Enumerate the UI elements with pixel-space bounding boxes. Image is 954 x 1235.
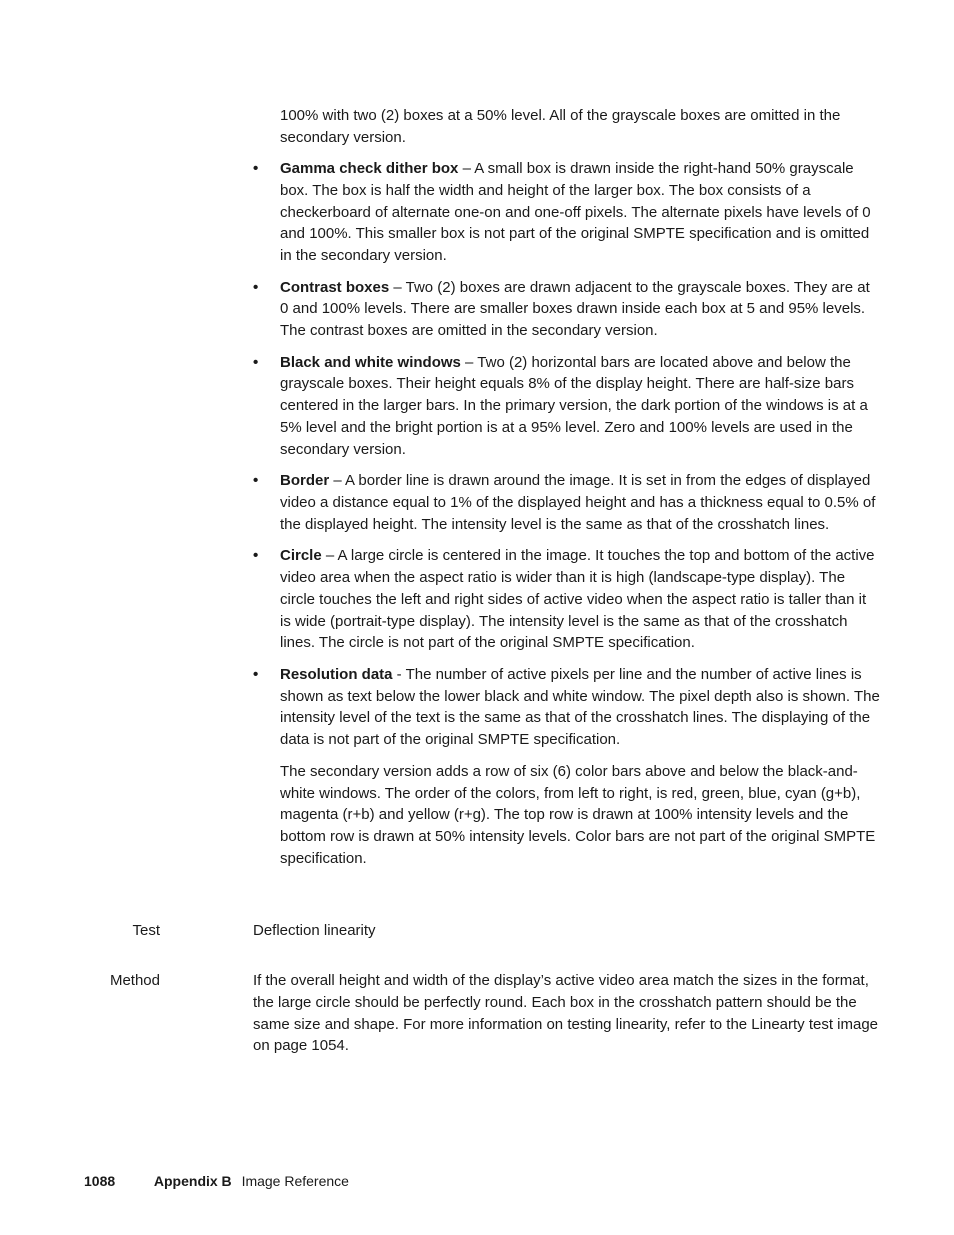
bullet-item-black-and-white-windows xyxy=(253,352,880,461)
secondary-version-paragraph: The secondary version adds a row of six (6) color bars above and below the black-and-white windows. The order of the colors, from left to right, is red, green, blue, cyan (g+b), magenta (r+b) and yellow (r+g). The top row is drawn at 100% intensity levels and the bottom row is drawn at 50% intensity levels. Color bars are not part of the original SMPTE specification. xyxy=(280,762,876,868)
bullet-text: – A border line is drawn around the image. It is set in from the edges of displayed video a distance equal to 1% of the displayed height and has a thickness equal to 0.5% of the displayed height. The intensity level is the same as that of the crosshatch lines. xyxy=(280,472,876,533)
bullet-item-circle xyxy=(253,545,880,654)
bullet-item-contrast-boxes xyxy=(253,277,880,342)
bullet-body xyxy=(280,545,880,654)
bullet-symbol: • xyxy=(253,547,259,565)
bullet-symbol: • xyxy=(253,278,259,296)
page-number: 1088 xyxy=(84,1173,116,1189)
bullet-text: – A large circle is centered in the image. It touches the top and bottom of the active video area when the aspect ratio is wider than it is high (landscape-type display). The circle touches the left and right sides of active video when the aspect ratio is taller than it is wide (portrait-type display). The intensity level is the same as that of the crosshatch lines. The circle is not part of the original SMPTE specification. xyxy=(280,547,875,652)
page-footer xyxy=(84,1171,349,1191)
bullet-item-gamma-check-dither-box xyxy=(253,158,880,267)
bullet-body xyxy=(280,470,880,535)
bullet-body xyxy=(280,664,880,751)
bullet-body xyxy=(280,277,880,342)
method-text: If the overall height and width of the display’s active video area match the sizes in the format, the large circle should be perfectly round. Each box in the crosshatch pattern should be the same size and shape. For more information on testing linearity, refer to the Linearty test image on page 1054. xyxy=(253,972,879,1055)
bullet-term: Resolution data xyxy=(280,665,393,683)
test-label: Test xyxy=(132,922,160,939)
intro-paragraph: 100% with two (2) boxes at a 50% level. All of the grayscale boxes are omitted in the secondary version. xyxy=(280,107,841,146)
bullet-symbol: • xyxy=(253,353,259,371)
bullet-text: - The number of active pixels per line and the number of active lines is shown as text below the lower black and white window. The pixel depth also is shown. The intensity level of the text is the same as that of the crosshatch lines. The displaying of the data is not part of the original SMPTE specification. xyxy=(280,665,880,749)
bullet-symbol: • xyxy=(253,472,259,490)
bullet-symbol: • xyxy=(253,160,259,177)
bullet-term: Border xyxy=(280,472,330,490)
bullet-text: – Two (2) horizontal bars are located above and below the grayscale boxes. Their height equals 8% of the display height. There are half-size bars centered in the larger bars. In the primary version, the dark portion of the windows is at a 5% level and the bright portion is at a 95% level. Zero and 100% levels are used in the secondary version. xyxy=(280,353,868,458)
feature-bullet-list xyxy=(253,158,880,879)
bullet-body xyxy=(280,352,880,461)
bullet-symbol: • xyxy=(253,665,259,683)
method-label: Method xyxy=(109,972,160,989)
footer-section-title: Image Reference xyxy=(241,1173,349,1189)
bullet-item-resolution-data xyxy=(253,664,880,870)
bullet-term: Contrast boxes xyxy=(280,278,390,296)
bullet-body xyxy=(280,158,880,267)
bullet-text: – Two (2) boxes are drawn adjacent to the grayscale boxes. They are at 0 and 100% levels. There are smaller boxes drawn inside each box at 5 and 95% levels. The contrast boxes are omitted in the secondary version. xyxy=(280,278,870,340)
bullet-item-border xyxy=(253,470,880,535)
bullet-term: Circle xyxy=(280,547,322,565)
footer-appendix-label: Appendix B xyxy=(153,1173,232,1189)
bullet-term: Black and white windows xyxy=(280,353,461,371)
test-text: Deflection linearity xyxy=(253,922,376,939)
bullet-text: – A small box is drawn inside the right-hand 50% grayscale box. The box is half the width and height of the larger box. The box consists of a checkerboard of alternate one-on and one-off pixels. The alternate pixels have levels of 0 and 100%. This smaller box is not part of the original SMPTE specification and is omitted in the secondary version. xyxy=(280,160,871,265)
bullet-term: Gamma check dither box xyxy=(280,160,459,177)
